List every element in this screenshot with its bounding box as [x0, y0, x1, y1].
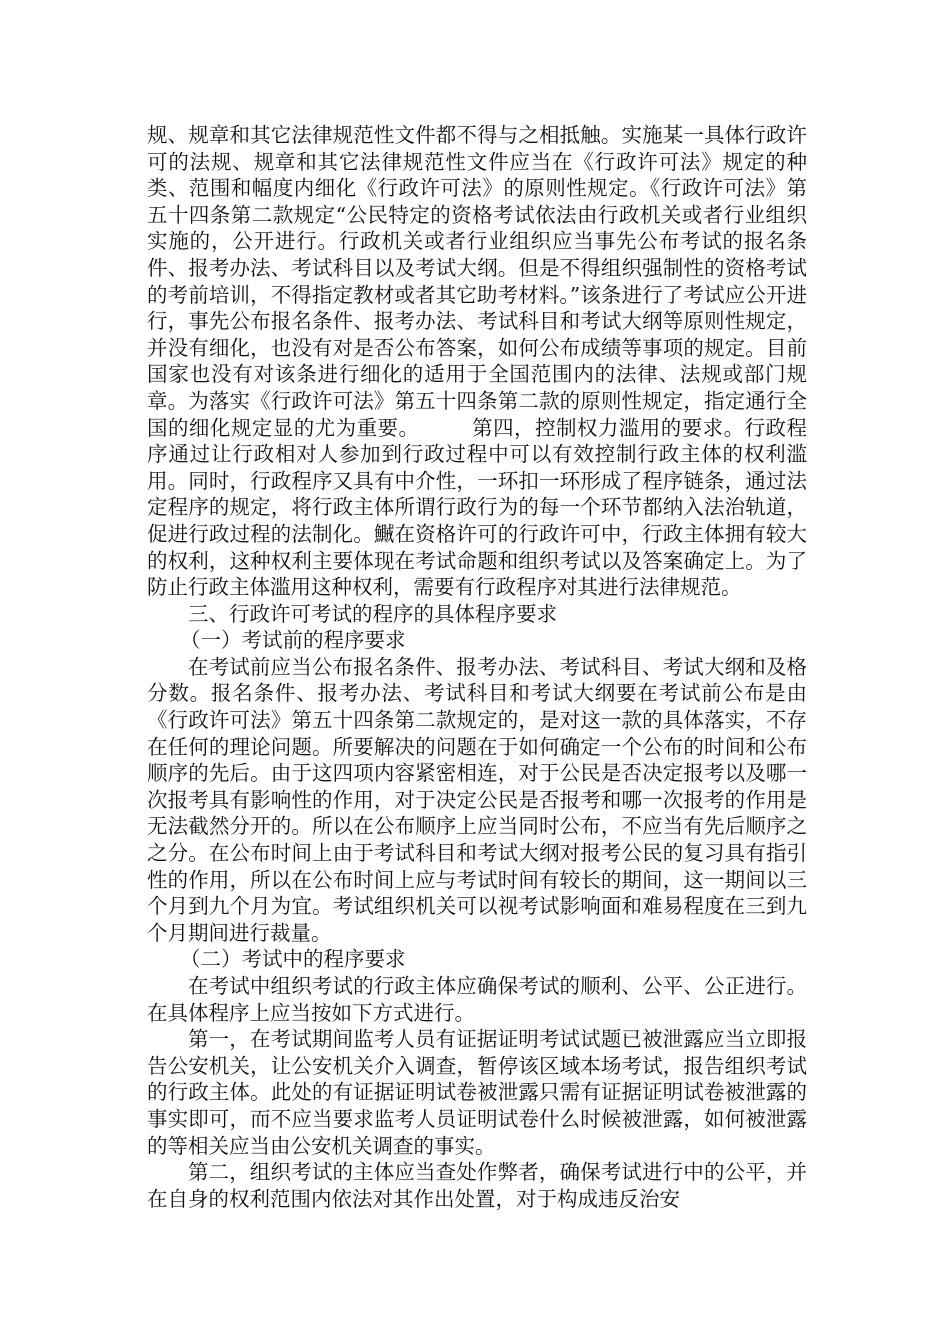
paragraph-pre-exam: 在考试前应当公布报名条件、报考办法、考试科目、考试大纲和及格分数。报名条件、报考办法、考试科目和考试大纲要在考试前公布是由《行政许可法》第五十四条第二款规定的，是对这一款的具体落实，不存在任何的理论问题。所要解决的问题在于如何确定一个公布的时间和公布顺序的先后。由于这四项内容紧密相连，对于公民是否决定报考以及哪一次报考具有影响性的作用，对于决定公民是否报考和哪一次报考的作用是无法截然分开的。所以在公布顺序上应当同时公布，不应当有先后顺序之之分。在公布时间上由于考试科目和考试大纲对报考公民的复习具有指引性的作用，所以在公布时间上应与考试时间有较长的期间，这一期间以三个月到九个月为宜。考试组织机关可以视考试影响面和难易程度在三到九个月期间进行裁量。 [147, 654, 807, 945]
section-heading-3: 三、行政许可考试的程序的具体程序要求 [188, 601, 557, 626]
paragraph-continued: 规、规章和其它法律规范性文件都不得与之相抵触。实施某一具体行政许可的法规、规章和其它法律规范性文件应当在《行政许可法》规定的种类、范围和幅度内细化《行政许可法》的原则性规定。《行政许可法》第五十四条第二款规定“公民特定的资格考试依法由行政机关或者行业组织实施的，公开进行。行政机关或者行业组织应当事先公布考试的报名条件、报考办法、考试科目以及考试大纲。但是不得组织强制性的资格考试的考前培训，不得指定教材或者其它助考材料。”该条进行了考试应公开进行，事先公布报名条件、报考办法、考试科目和考试大纲等原则性规定，并没有细化，也没有对是否公布答案，如何公布成绩等事项的规定。目前国家也没有对该条进行细化的适用于全国范围内的法律、法规或部门规章。为落实《行政许可法》第五十四条第二款的原则性规定，指定通行全国的细化规定显的尤为重要。 第四，控制权力滥用的要求。行政程序通过让行政相对人参加到行政过程中可以有效控制行政主体的权利滥用。同时，行政程序又具有中介性，一环扣一环形成了程序链条，通过法定程序的规定，将行政主体所谓行政行为的每一个环节都纳入法治轨道，促进行政过程的法制化。鱡在资格许可的行政许可中，行政主体拥有较大的权利，这种权利主要体现在考试命题和组织考试以及答案确定上。为了防止行政主体滥用这种权利，需要有行政程序对其进行法律规范。 [147, 123, 807, 600]
document-body [147, 122, 807, 1212]
paragraph-during-exam-intro: 在考试中组织考试的行政主体应确保考试的顺利、公平、公正进行。在具体程序上应当按如下方式进行。 [147, 974, 807, 1025]
paragraph-point-two: 第二，组织考试的主体应当查处作弊者，确保考试进行中的公平，并在自身的权利范围内依法对其作出处置，对于构成违反治安 [147, 1160, 807, 1211]
paragraph-point-one: 第一，在考试期间监考人员有证据证明考试试题已被泄露应当立即报告公安机关，让公安机关介入调查，暂停该区域本场考试，报告组织考试的行政主体。此处的有证据证明试卷被泄露只需有证据证明试卷被泄露的事实即可，而不应当要求监考人员证明试卷什么时候被泄露，如何被泄露的等相关应当由公安机关调查的事实。 [147, 1027, 807, 1158]
subsection-heading-during-exam: （二）考试中的程序要求 [180, 947, 406, 972]
subsection-heading-pre-exam: （一）考试前的程序要求 [180, 628, 406, 653]
